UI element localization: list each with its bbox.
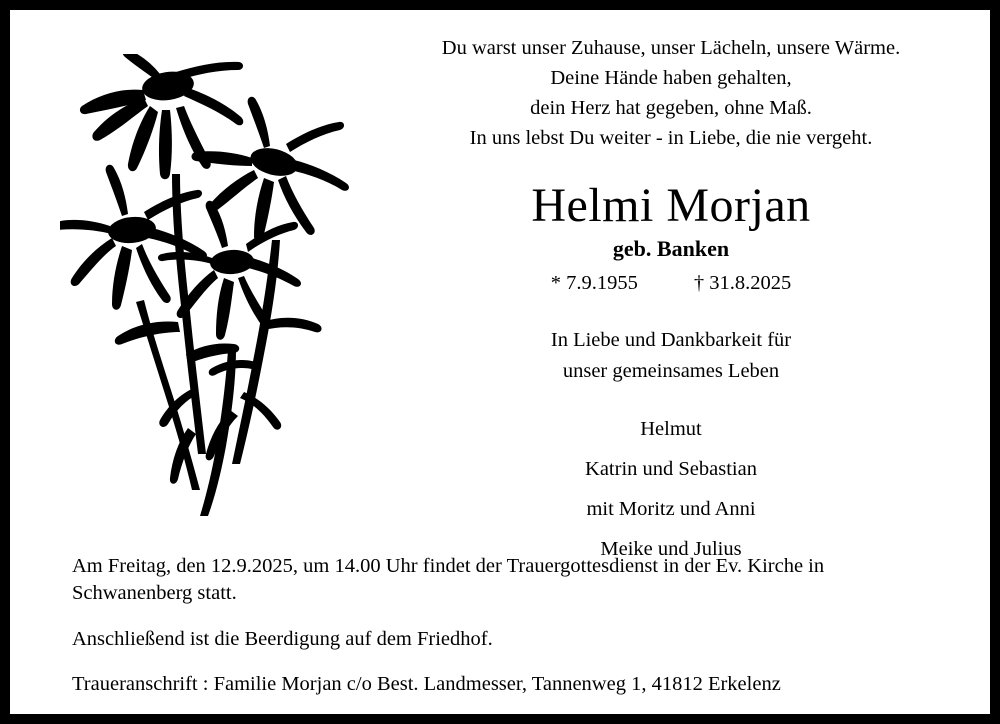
deceased-name-block: [374, 180, 968, 295]
main-text-block: [370, 24, 990, 570]
family-member: Helmut: [640, 418, 702, 441]
burial-info: Anschließend ist die Beerdigung auf dem Friedhof.: [72, 627, 493, 650]
life-dates: [374, 272, 968, 295]
verse-line-1: Du warst unser Zuhause, unser Lächeln, unsere Wärme.: [441, 37, 901, 59]
family-members-list: [374, 410, 968, 570]
memorial-verse: [374, 34, 968, 154]
birth-date: * 7.9.1955: [550, 271, 638, 294]
upper-section: [10, 10, 990, 560]
deceased-name: Helmi Morjan: [531, 178, 811, 232]
funeral-service-info: Am Freitag, den 12.9.2025, um 14.00 Uhr findet der Trauergottesdienst in der Ev. Kirche in Schwanenberg statt.: [72, 555, 825, 605]
coneflower-bouquet-silhouette-icon: [10, 24, 370, 544]
family-member: Katrin und Sebastian: [585, 458, 757, 481]
verse-line-2: Deine Hände haben gehalten,: [550, 66, 792, 89]
death-date: † 31.8.2025: [693, 271, 792, 294]
family-member: mit Moritz und Anni: [586, 497, 756, 520]
dedication-text: [374, 325, 968, 389]
family-member: Meike und Julius: [600, 537, 742, 560]
service-details-section: [10, 553, 990, 698]
verse-line-4: In uns lebst Du weiter - in Liebe, die nie vergeht.: [469, 126, 873, 149]
mourning-address: Traueranschrift : Familie Morjan c/o Best. Landmesser, Tannenweg 1, 41812 Erkelenz: [72, 672, 781, 695]
notice-content: [10, 10, 990, 714]
dedication-line-1: In Liebe und Dankbarkeit für: [550, 328, 792, 351]
maiden-name: geb. Banken: [612, 235, 730, 261]
dedication-line-2: unser gemeinsames Leben: [562, 360, 780, 383]
verse-line-3: dein Herz hat gegeben, ohne Maß.: [530, 96, 812, 119]
notice-border-frame: [7, 7, 993, 717]
